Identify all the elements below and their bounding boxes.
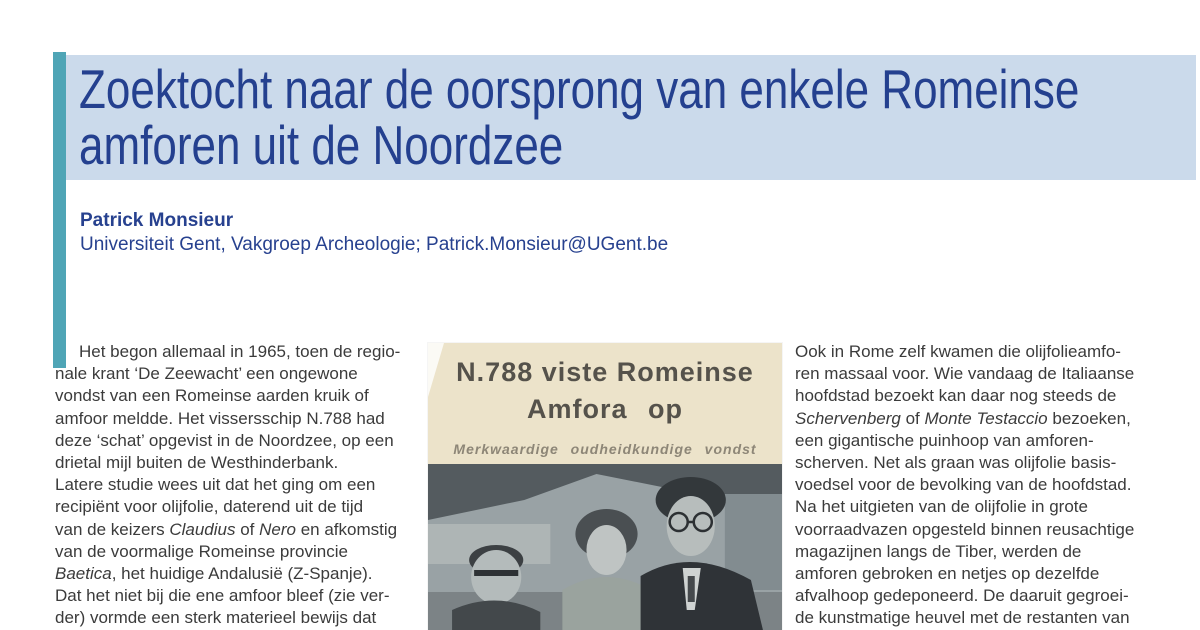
page-title xyxy=(79,58,1196,176)
newspaper-clipping xyxy=(428,343,782,630)
man-tie xyxy=(688,576,695,602)
bw-photo-three-people xyxy=(428,464,782,630)
text-line: Baetica, het huidige Andalusië (Z-Spanje). xyxy=(55,564,373,584)
text-line: Ook in Rome zelf kwamen die olijfolieamfo- xyxy=(795,342,1121,361)
clipping-headline xyxy=(428,354,782,428)
text-line: Het begon allemaal in 1965, toen de regio- xyxy=(79,342,401,361)
accent-bar xyxy=(53,52,66,368)
title-block xyxy=(66,55,1196,180)
text-line: der) vormde een sterk materieel bewijs dat xyxy=(55,608,377,628)
text-line: amforen gebroken en netjes op dezelfde xyxy=(795,564,1100,584)
text-line: hoofdstad bezoekt kan daar nog steeds de xyxy=(795,386,1117,406)
title-line-1: Zoektocht naar de oorsprong van enkele Romeinse xyxy=(79,58,1080,120)
author-name: Patrick Monsieur xyxy=(80,210,234,231)
text-line: deze ‘schat’ opgevist in de Noordzee, op een xyxy=(55,430,394,450)
author-affiliation: Universiteit Gent, Vakgroep Archeologie; Patrick.Monsieur@UGent.be xyxy=(80,234,669,255)
text-line: een gigantische puinhoop van amforen- xyxy=(795,430,1094,450)
text-line: amfoor meldde. Het vissersschip N.788 had xyxy=(55,408,385,428)
text-line: van de keizers Claudius of Nero en afkomstig xyxy=(55,519,398,539)
woman-face xyxy=(586,525,626,575)
text-line: Na het uitgieten van de olijfolie in grote xyxy=(795,497,1088,517)
text-line: vondst van een Romeinse aarden kruik of xyxy=(55,386,369,406)
author-block xyxy=(80,209,668,257)
left-column xyxy=(55,341,430,630)
clipping-headline-line-1: N.788 viste Romeinse xyxy=(456,357,754,387)
text-line: nale krant ‘De Zeewacht’ een ongewone xyxy=(55,364,358,384)
text-line: de kunstmatige heuvel met de restanten van xyxy=(795,608,1130,628)
text-line: recipiënt voor olijfolie, daterend uit de tijd xyxy=(55,497,364,517)
text-line: Dat het niet bij die ene amfoor bleef (zie ver- xyxy=(55,586,390,606)
title-line-2: amforen uit de Noordzee xyxy=(79,114,564,176)
boy-glasses xyxy=(474,570,518,576)
text-line: Latere studie wees uit dat het ging om een xyxy=(55,475,376,495)
text-line: magazijnen langs de Tiber, werden de xyxy=(795,541,1082,561)
text-line: afvalhoop gedeponeerd. De daaruit gegroei- xyxy=(795,586,1129,606)
text-line: voorraadvazen opgesteld binnen reusachtige xyxy=(795,519,1135,539)
text-line: ren massaal voor. Wie vandaag de Italiaanse xyxy=(795,364,1135,384)
right-column xyxy=(795,341,1165,630)
text-line: Schervenberg of Monte Testaccio bezoeken, xyxy=(795,408,1131,428)
woman-body xyxy=(562,577,650,630)
man-face xyxy=(667,496,715,556)
text-line: drietal mijl buiten de Westhinderbank. xyxy=(55,453,339,473)
clipping-headline-line-2: Amfora op xyxy=(527,394,683,424)
text-line: scherven. Net als graan was olijfolie basis- xyxy=(795,453,1117,473)
text-line: van de voormalige Romeinse provincie xyxy=(55,541,348,561)
text-line: voedsel voor de bevolking van de hoofdstad. xyxy=(795,475,1132,495)
boy-face xyxy=(471,550,521,604)
clipping-subtitle: Merkwaardige oudheidkundige vondst xyxy=(453,441,757,457)
